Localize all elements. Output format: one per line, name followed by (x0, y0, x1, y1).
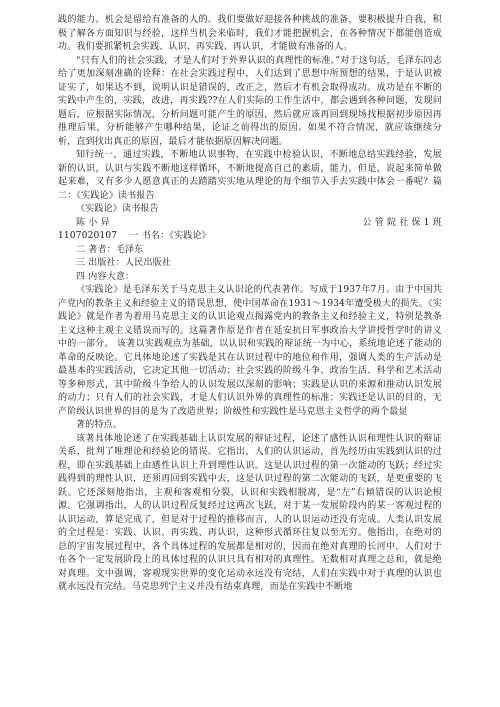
paragraph-features-end: 著的特点。 (76, 420, 123, 430)
student-id-and-book-title: 1107020107 一 书名：《实践论》 (58, 231, 211, 241)
author-name: 陈 小 异 (76, 217, 110, 228)
paragraph-knowing-doing-unity: 知行统一，通过实践，不断地认识事物，在实践中检验认识，不断地总结实践经验，发展新的认识，认识与实践不断地这样循环，不断地提高自己的素质，能力，但是，说起来简单做起来难，又有多少人愿意真正的去踏踏实实地从理论的每个细节入手去实践中体会一番呢？篇二：《实践论》读书报告 (58, 150, 442, 201)
report-title: 《实践论》读书报告 (76, 204, 159, 214)
document-page (58, 14, 442, 694)
item-publisher: 三 出版社：人民出版社 (76, 258, 172, 268)
paragraph-practice-ability: 践的能力。机会是留给有准备的人的。我们要做好迎接各种挑战的准备，要积极提升自我，积极了解各方面知识与经验，这样当机会来临时，我们才能把握机会，在各种情况下都能创造成功。我们要抓紧机会实践、认识、再实践、再认识，才能做有准备的人。 (58, 15, 442, 52)
paragraph-practice-standard: “只有人们的社会实践，才是人们对于外界认识的真理性的标准。”对于这句话，毛泽东同志给了更加深刻准确的诠释：在社会实践过程中，人们达到了思想中所预想的结果，于是认识被证实了，如果达不到，说明认识是错误的，改正之，然后才有机会取得成功。成功是在不断的实践中产生的，实践，改进，再实践??在人们实际的工作生活中，都会遇到各种问题，发现问题后，应根据实际情况，分析问题可能产生的原因，然后就应该再回到现场找根据初步原因再推理后果，分析能够产生哪种结果，论证之前得出的原因。如果不符合情况，就应该继续分析，直到找出真正的原因，最后才能依据原因解决问题。 (58, 55, 442, 147)
author-class: 公 管 院 社 保 1 班 (362, 217, 442, 228)
paragraph-dialectical-process: 该著具体地论述了在实践基础上认识发展的辩证过程，论述了感性认识和理性认识的辩证关系，批判了唯理论和经验论的错误。它指出，人们的认识运动，首先经历由实践到认识的过程，即在实践基础上由感性认识上升到理性认识。这是认识过程的第一次能动的飞跃；经过实践得到的理性认识，还须再回到实践中去，这是认识过程的第二次能动的飞跃，是更重要的飞跃。它还深刻地指出，主观和客观相分裂，认识和实践相脱离，是“左”右倾错误的认识论根源。它强调指出，人的认识过程反复经过这两次飞跃，对于某一发展阶段内的某一客观过程的认识运动，算是完成了，但是对于过程的推移而言，人的认识运动还没有完成。人类认识发展的全过程是：实践、认识、再实践、再认识，这种形式循环往复以至无穷。他指出，在绝对的总的宇宙发展过程中，各个具体过程的发展都是相对的，因而在绝对真理的长河中，人们对于在各个一定发展阶段上的具体过程的认识只具有相对的真理性。无数相对真理之总和，就是绝对真理。文中强调，客观现实世界的变化运动永远没有完结，人们在实践中对于真理的认识也就永远没有完结。马克思列宁主义并没有结束真理，而是在实践中不断地 (58, 433, 442, 592)
item-content-summary: 四 内容大意： (76, 271, 135, 282)
author-line (58, 217, 442, 231)
paragraph-on-practice-intro: 《实践论》是毛泽东关于马克思主义认识论的代表著作。写成于1937年7月。由于中国共产党内的教条主义和经验主义的错误思想，使中国革命在1931～1934年遭受极大的损失。《实践论》就是作者为着用马克思主义的认识论观点揭露党内的教条主义和经验主义，特别是教条主义这种主观主义错误而写的。这篇著作原是作者在延安抗日军事政治大学讲授哲学时的讲义中的一部分。 该著以实践观点为基础，以认识和实践的辩证统一为中心，系统地论述了能动的革命的反映论。它具体地论述了实践是其在认识过程中的地位和作用，强调人类的生产活动是最基本的实践活动，它决定其他一切活动；社会实践的阶级斗争、政治生活、科学和艺术活动等多种形式，其中阶级斗争给人的认识发展以深刻的影响；实践是认识的来源和推动认识发展的动力；只有人们的社会实践，才是人们认识外界的真理性的标准；实践还是认识的目的，无产阶级认识世界的目的是为了改造世界；阶级性和实践性是马克思主义哲学的两个最显 (58, 285, 442, 417)
item-author: 二 著者：毛泽东 (76, 244, 144, 255)
